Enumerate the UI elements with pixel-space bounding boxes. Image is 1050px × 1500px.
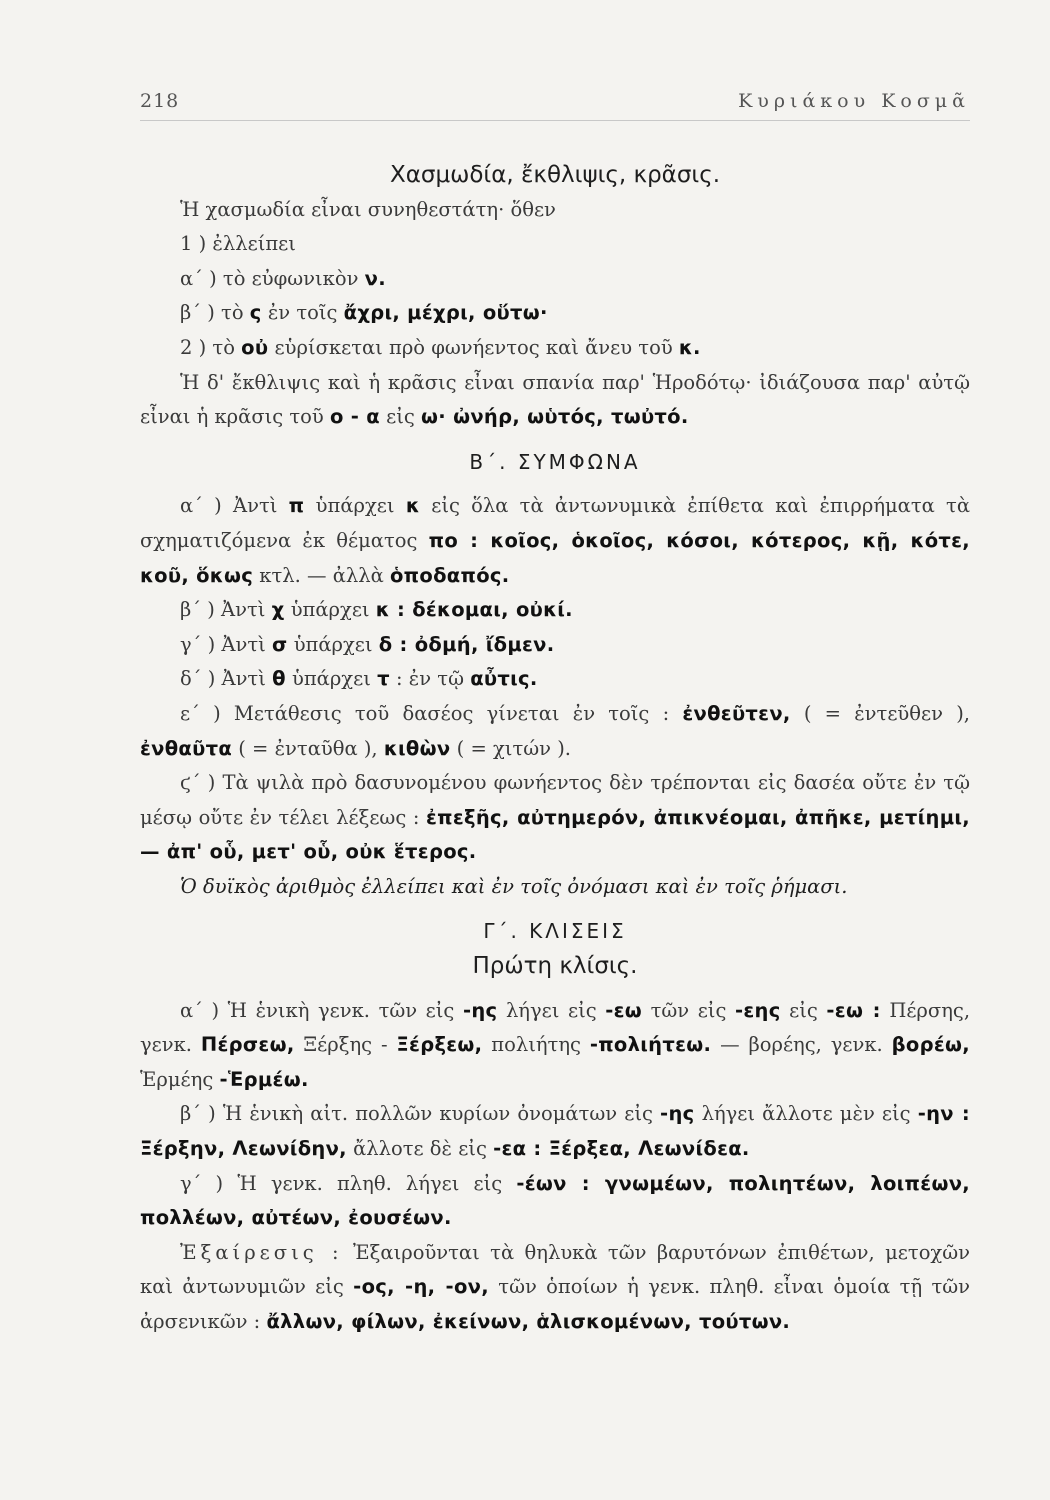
page-header (140, 90, 970, 112)
list-item: ϛ΄ ) Τὰ ψιλὰ πρὸ δασυνομένου φωνήεντος δὲν τρέπονται εἰς δασέα οὔτε ἐν τῷ μέσῳ οὔτε ἐν τέλει λέξεως : ἐπεξῆς, αὐτημερόν, ἀπικνέομαι, ἀπῆκε, μετίημι, — ἀπ' οὗ, μετ' οὗ, οὐκ ἕτερος. (140, 771, 970, 864)
list-item: 1 ) ἐλλείπει (180, 232, 296, 256)
list-item: β΄ ) Ἀντὶ χ ὑπάρχει κ : δέκομαι, οὐκί. (180, 598, 573, 622)
exception-note: Ἐξαίρεσις : Ἐξαιροῦνται τὰ θηλυκὰ τῶν βαρυτόνων ἐπιθέτων, μετοχῶν καὶ ἀντωνυμιῶν εἰς -ος, -η, -ον, τῶν ὁποίων ἡ γενκ. πληθ. εἶναι ὁμοία τῇ τῶν ἀρσενικῶν : ἄλλων, φίλων, ἐκείνων, ἁλισκομένων, τούτων. (140, 1240, 971, 1333)
list-item: ε΄ ) Μετάθεσις τοῦ δασέος γίνεται ἐν τοῖς : ἐνθεῦτεν, ( = ἐντεῦθεν ), ἐνθαῦτα ( = ἐνταῦθα ), κιθὼν ( = χιτών ). (140, 701, 971, 760)
list-item: 2 ) τὸ οὐ εὑρίσκεται πρὸ φωνήεντος καὶ ἄνευ τοῦ κ. (180, 335, 701, 359)
paragraph: Ἡ δ' ἔκθλιψις καὶ ἡ κρᾶσις εἶναι σπανία παρ' Ἡροδότῳ· ἰδιάζουσα παρ' αὐτῷ εἶναι ἡ κρᾶσις τοῦ ο - α εἰς ω· ὠνήρ, ωὑτός, τωὐτό. (140, 370, 970, 429)
paragraph: Ἡ χασμωδία εἶναι συνηθεστάτη· ὅθεν (180, 197, 556, 221)
page-number: 218 (140, 90, 180, 112)
header-rule (140, 120, 970, 121)
list-item: β΄ ) τὸ ς ἐν τοῖς ἄχρι, μέχρι, οὕτω· (180, 301, 548, 325)
section-title-declensions: Γ΄. ΚΛΙΣΕΙΣ (483, 919, 627, 944)
dual-note: Ὁ δυϊκὸς ἀριθμὸς ἐλλείπει καὶ ἐν τοῖς ὀνόμασι καὶ ἐν τοῖς ῥήμασι. (180, 874, 848, 898)
list-item: δ΄ ) Ἀντὶ θ ὑπάρχει τ : ἐν τῷ αὖτις. (180, 667, 538, 691)
section-title-consonants: Β΄. ΣΥΜΦΩΝΑ (469, 449, 641, 474)
list-item: γ΄ ) Ἡ γενκ. πληθ. λήγει εἰς -έων : γνωμέων, πολιητέων, λοιπέων, πολλέων, αὐτέων, ἐουσέων. (140, 1171, 970, 1230)
exception-label: Ἐξαίρεσις : (180, 1240, 343, 1264)
list-item: α΄ ) Ἡ ἑνικὴ γενκ. τῶν εἰς -ης λήγει εἰς -εω τῶν εἰς -εης εἰς -εω : Πέρσης, γενκ. Πέρσεω, Ξέρξης - Ξέρξεω, πολιήτης -πολιήτεω. — βορέης, γενκ. βορέω, Ἑρμέης -Ἑρμέω. (140, 998, 971, 1091)
page-body (140, 158, 970, 1340)
list-item: β΄ ) Ἡ ἑνικὴ αἰτ. πολλῶν κυρίων ὀνομάτων εἰς -ης λήγει ἄλλοτε μὲν εἰς -ην : Ξέρξην, Λεωνίδην, ἄλλοτε δὲ εἰς -εα : Ξέρξεα, Λεωνίδεα. (140, 1102, 971, 1161)
list-item: α΄ ) τὸ εὐφωνικὸν ν. (180, 266, 386, 290)
list-item: α΄ ) Ἀντὶ π ὑπάρχει κ εἰς ὅλα τὰ ἀντωνυμικὰ ἐπίθετα καὶ ἐπιρρήματα τὰ σχηματιζόμενα ἐκ θέματος πο : κοῖος, ὁκοῖος, κόσοι, κότερος, κῇ, κότε, κοῦ, ὅκως κτλ. — ἀλλὰ ὁποδαπός. (140, 494, 971, 587)
list-item: γ΄ ) Ἀντὶ σ ὑπάρχει δ : ὀδμή, ἴδμεν. (180, 632, 555, 656)
running-title: Κυριάκου Κοσμᾶ (738, 90, 970, 112)
section-title-hiatus: Χασμωδία, ἔκθλιψις, κρᾶσις. (389, 162, 721, 188)
subsection-title: Πρώτη κλίσις. (472, 953, 638, 980)
